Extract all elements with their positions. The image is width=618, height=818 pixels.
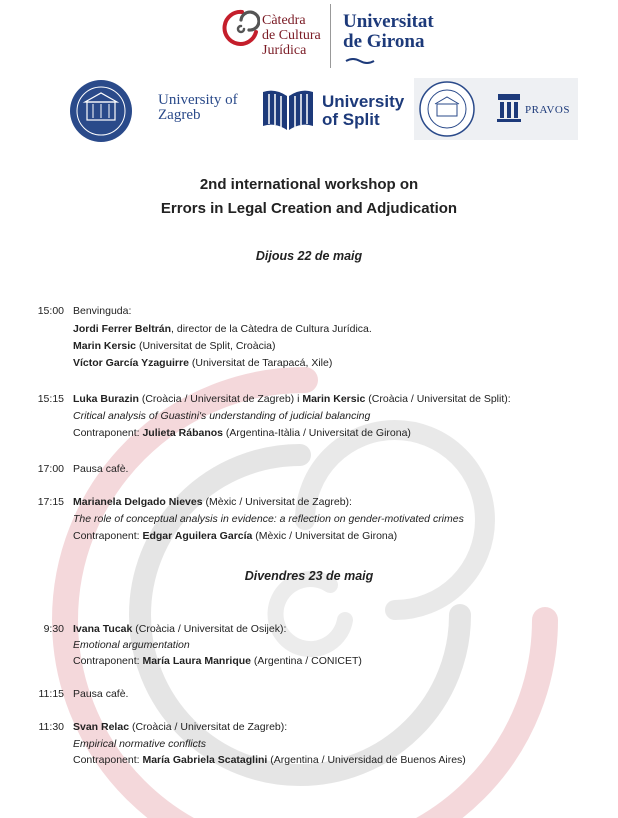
catedra-logo-text <box>262 13 321 58</box>
split-line: University <box>322 92 405 111</box>
speaker-name: María Laura Manrique <box>142 655 251 667</box>
line-text: Contraponent: <box>73 427 143 439</box>
session-line <box>73 357 332 369</box>
line-text: (Mèxic / Universitat de Girona) <box>252 530 398 542</box>
catedra-spiral-logo-icon <box>222 8 260 50</box>
day-heading: Dijous 22 de maig <box>255 249 363 263</box>
line-text: Contraponent: <box>73 530 143 542</box>
speaker-name: Svan Relac <box>73 721 130 733</box>
session-line <box>73 754 466 766</box>
line-text: Pausa cafè. <box>73 688 129 700</box>
zagreb-logo-text <box>158 93 238 123</box>
session-line <box>73 427 411 439</box>
session-line <box>73 305 131 317</box>
split-book-icon <box>261 88 315 134</box>
session-line <box>73 463 128 475</box>
session-time: 15:15 <box>37 393 64 405</box>
session-line <box>73 496 352 508</box>
catedra-line: Jurídica <box>262 43 307 58</box>
line-text: (Argentina / Universidad de Buenos Aires) <box>267 754 466 766</box>
split-logo-text <box>322 93 404 129</box>
line-text: (Universitat de Split, Croàcia) <box>136 340 276 352</box>
line-text: (Croàcia / Universitat de Zagreb): <box>129 721 288 733</box>
speaker-name: Ivana Tucak <box>73 623 133 635</box>
zagreb-line: University of <box>158 92 238 108</box>
session-time: 17:15 <box>37 496 64 508</box>
speaker-name: Marin Kersic <box>302 393 366 405</box>
session-line <box>73 688 128 700</box>
workshop-title-line2: Errors in Legal Creation and Adjudication <box>160 200 458 217</box>
session-line <box>73 655 362 667</box>
talk-title: Empirical normative conflicts <box>73 738 207 750</box>
zagreb-line: Zagreb <box>158 107 201 123</box>
talk-title: The role of conceptual analysis in evidence: a reflection on gender-motivated crimes <box>73 513 464 525</box>
session-time: 17:00 <box>37 463 64 475</box>
line-text: Benvinguda: <box>73 305 132 317</box>
line-text: , director de la Càtedra de Cultura Jurídica. <box>171 323 372 335</box>
session-line <box>73 323 372 335</box>
line-text: (Croàcia / Universitat de Osijek): <box>132 623 287 635</box>
speaker-name: Marin Kersic <box>73 340 137 352</box>
speaker-name: Víctor García Yzaguirre <box>73 357 189 369</box>
zagreb-seal-icon <box>68 78 134 144</box>
speaker-name: Edgar Aguilera García <box>142 530 253 542</box>
session-line <box>73 721 287 733</box>
session-time: 11:30 <box>38 721 64 733</box>
pravos-logo-text: PRAVOS <box>525 104 570 116</box>
speaker-name: María Gabriela Scataglini <box>142 754 268 766</box>
udg-logo-text <box>343 12 434 52</box>
workshop-title-line1: 2nd international workshop on <box>199 176 419 193</box>
session-time: 15:00 <box>37 305 64 317</box>
line-text: (Mèxic / Universitat de Zagreb): <box>202 496 352 508</box>
line-text: (Argentina / CONICET) <box>251 655 362 667</box>
line-text: (Argentina-Itàlia / Universitat de Girona) <box>223 427 411 439</box>
catedra-line: de Cultura <box>262 28 321 43</box>
session-line <box>73 340 276 352</box>
talk-title: Emotional argumentation <box>73 639 190 651</box>
line-text: (Croàcia / Universitat de Zagreb) i <box>138 393 303 405</box>
speaker-name: Jordi Ferrer Beltrán <box>73 323 172 335</box>
session-time: 11:15 <box>38 688 64 700</box>
osijek-seal-icon <box>418 80 476 138</box>
speaker-name: Luka Burazin <box>73 393 139 405</box>
session-line <box>73 393 511 405</box>
line-text: (Universitat de Tarapacá, Xile) <box>188 357 333 369</box>
udg-line: Universitat <box>343 11 434 32</box>
udg-line: de Girona <box>343 31 425 52</box>
pravos-columns-icon <box>494 92 524 124</box>
session-time: 9:30 <box>43 623 64 635</box>
catedra-line: Càtedra <box>262 13 306 28</box>
session-line <box>73 530 397 542</box>
talk-title: Critical analysis of Guastini's understanding of judicial balancing <box>73 410 371 422</box>
line-text: Contraponent: <box>73 655 143 667</box>
session-line <box>73 623 286 635</box>
line-text: (Croàcia / Universitat de Split): <box>365 393 511 405</box>
split-line: of Split <box>322 110 380 129</box>
day-heading: Divendres 23 de maig <box>244 569 374 583</box>
speaker-name: Julieta Rábanos <box>142 427 223 439</box>
speaker-name: Marianela Delgado Nieves <box>73 496 203 508</box>
logo-divider <box>330 4 331 68</box>
udg-wave-icon <box>345 56 375 66</box>
line-text: Pausa cafè. <box>73 463 129 475</box>
line-text: Contraponent: <box>73 754 143 766</box>
